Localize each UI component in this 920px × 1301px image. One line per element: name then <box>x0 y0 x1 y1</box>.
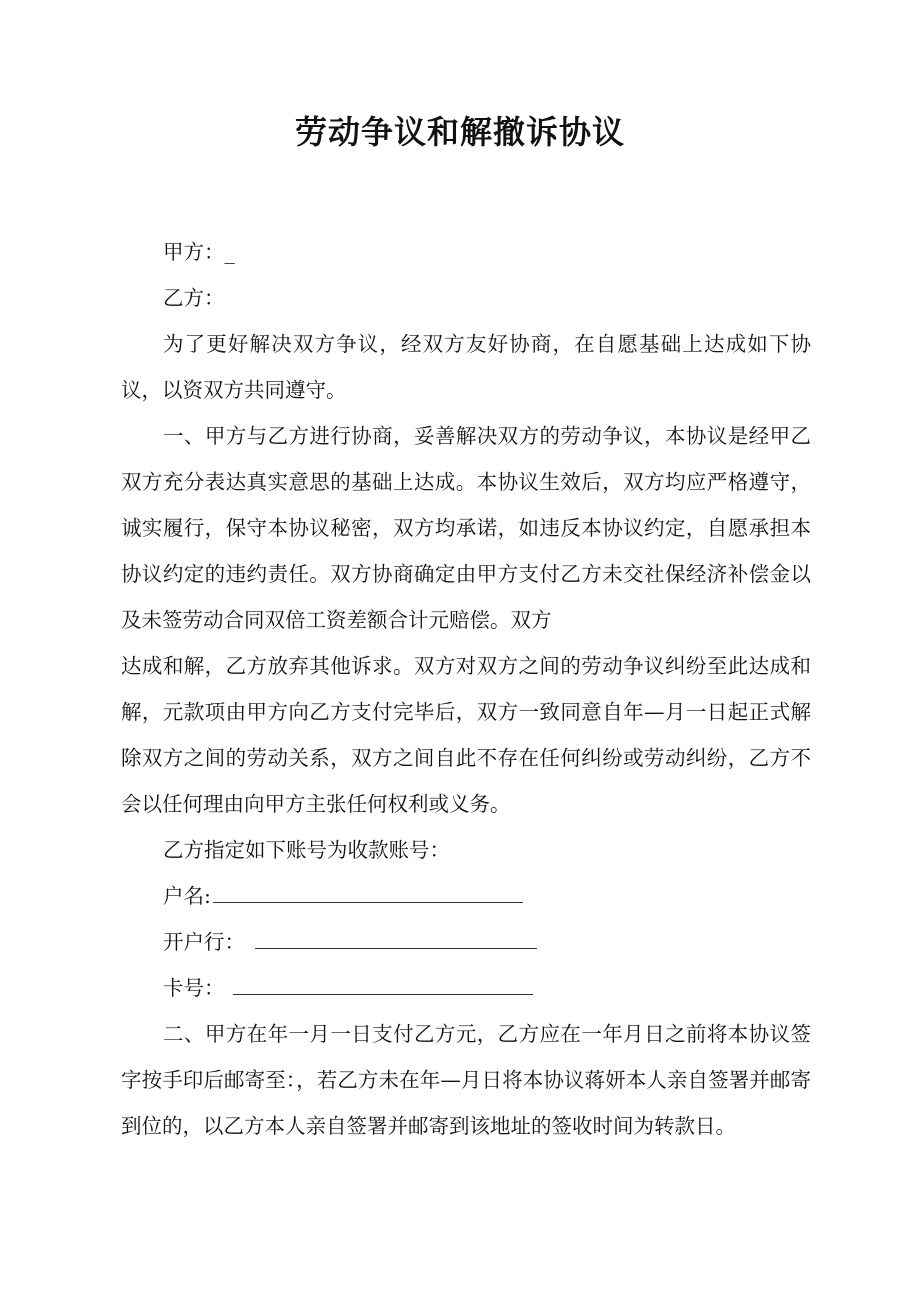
card-row <box>121 965 811 1011</box>
bank-label: 开户行： <box>163 930 245 954</box>
clause-two-paragraph: 二、甲方在年一月一日支付乙方元，乙方应在一年月日之前将本协议签字按手印后邮寄至：，若乙方未在年—月日将本协议蒋妍本人亲自签署并邮寄到位的，以乙方本人亲自签署并邮寄到该地址的签收时间为转款日。 <box>121 1022 811 1138</box>
card-blank[interactable] <box>233 993 533 995</box>
clause-one-continuation: 达成和解，乙方放弃其他诉求。双方对双方之间的劳动争议纠纷至此达成和解，元款项由甲方向乙方支付完毕后，双方一致同意自年—月一日起正式解除双方之间的劳动关系，双方之间自此不存在任何纠纷或劳动纠纷，乙方不会以任何理由向甲方主张任何权利或义务。 <box>121 654 811 816</box>
preamble-paragraph: 为了更好解决双方争议，经双方友好协商，在自愿基础上达成如下协议，以资双方共同遵守。 <box>121 332 811 402</box>
bank-row <box>121 919 811 965</box>
bank-blank[interactable] <box>255 947 537 949</box>
card-label: 卡号： <box>163 976 225 1000</box>
document-title: 劳动争议和解撤诉协议 <box>294 113 625 151</box>
document-body <box>121 229 811 1149</box>
party-a-line: 甲方：_ <box>163 240 235 264</box>
party-b-line: 乙方： <box>163 286 225 310</box>
account-intro: 乙方指定如下账号为收款账号： <box>163 838 450 862</box>
account-name-label: 户名: <box>163 884 211 908</box>
account-name-row <box>121 873 811 919</box>
clause-one-paragraph: 一、甲方与乙方进行协商，妥善解决双方的劳动争议，本协议是经甲乙双方充分表达真实意思的基础上达成。本协议生效后，双方均应严格遵守，诚实履行，保守本协议秘密，双方均承诺，如违反本协议约定，自愿承担本协议约定的违约责任。双方协商确定由甲方支付乙方未交社保经济补偿金以及未签劳动合同双倍工资差额合计元赔偿。双方 <box>121 424 811 632</box>
account-name-blank[interactable] <box>213 901 523 903</box>
